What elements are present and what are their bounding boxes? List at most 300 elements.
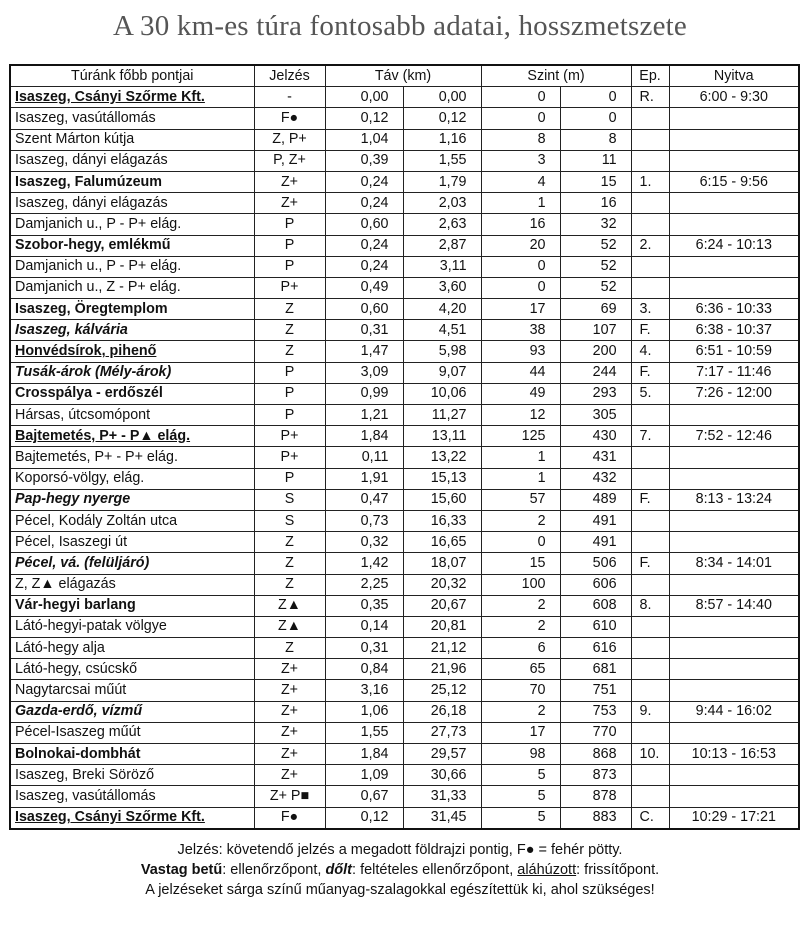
distance-segment: 0,14	[325, 616, 403, 637]
distance-segment: 0,31	[325, 638, 403, 659]
checkpoint-cell	[631, 150, 669, 171]
table-row	[10, 426, 799, 447]
elevation-cumulative: 0	[560, 108, 631, 129]
checkpoint-cell	[631, 193, 669, 214]
checkpoint-cell: R.	[631, 87, 669, 108]
point-name: Bajtemetés, P+ - P▲ elág.	[10, 426, 254, 447]
table-row	[10, 680, 799, 701]
table-row	[10, 256, 799, 277]
distance-segment: 0,11	[325, 447, 403, 468]
elevation-segment: 5	[481, 807, 560, 829]
checkpoint-cell: 2.	[631, 235, 669, 256]
open-hours-cell	[669, 108, 799, 129]
sign-cell: P	[254, 468, 325, 489]
elevation-cumulative: 52	[560, 235, 631, 256]
elevation-segment: 6	[481, 638, 560, 659]
checkpoint-cell	[631, 214, 669, 235]
header-checkpoint: Ep.	[631, 65, 669, 87]
route-table	[9, 64, 800, 830]
point-name: Szent Márton kútja	[10, 129, 254, 150]
table-row	[10, 510, 799, 531]
checkpoint-cell: 8.	[631, 595, 669, 616]
distance-segment: 1,04	[325, 129, 403, 150]
table-row	[10, 553, 799, 574]
open-hours-cell: 6:00 - 9:30	[669, 87, 799, 108]
point-name: Isaszeg, Csányi Szőrme Kft.	[10, 807, 254, 829]
distance-segment: 1,09	[325, 765, 403, 786]
sign-cell: Z	[254, 320, 325, 341]
legend-line-styles	[0, 860, 800, 880]
sign-cell: P	[254, 256, 325, 277]
distance-segment: 1,84	[325, 744, 403, 765]
distance-segment: 1,06	[325, 701, 403, 722]
elevation-segment: 1	[481, 193, 560, 214]
open-hours-cell	[669, 193, 799, 214]
elevation-cumulative: 868	[560, 744, 631, 765]
elevation-segment: 2	[481, 616, 560, 637]
distance-cumulative: 30,66	[403, 765, 481, 786]
elevation-segment: 15	[481, 553, 560, 574]
sign-cell: F●	[254, 807, 325, 829]
sign-cell: S	[254, 510, 325, 531]
distance-cumulative: 20,67	[403, 595, 481, 616]
distance-cumulative: 26,18	[403, 701, 481, 722]
point-name: Isaszeg, Öregtemplom	[10, 299, 254, 320]
elevation-segment: 1	[481, 447, 560, 468]
checkpoint-cell: C.	[631, 807, 669, 829]
distance-segment: 0,67	[325, 786, 403, 807]
table-row	[10, 129, 799, 150]
elevation-segment: 0	[481, 87, 560, 108]
elevation-segment: 5	[481, 765, 560, 786]
elevation-segment: 93	[481, 341, 560, 362]
header-elevation: Szint (m)	[481, 65, 631, 87]
table-row	[10, 574, 799, 595]
distance-cumulative: 11,27	[403, 405, 481, 426]
elevation-cumulative: 293	[560, 383, 631, 404]
elevation-cumulative: 107	[560, 320, 631, 341]
sign-cell: Z+	[254, 171, 325, 192]
sign-cell: P+	[254, 426, 325, 447]
open-hours-cell	[669, 680, 799, 701]
sign-cell: Z	[254, 638, 325, 659]
point-name: Z, Z▲ elágazás	[10, 574, 254, 595]
checkpoint-cell	[631, 405, 669, 426]
elevation-cumulative: 200	[560, 341, 631, 362]
elevation-cumulative: 751	[560, 680, 631, 701]
elevation-segment: 17	[481, 299, 560, 320]
point-name: Damjanich u., P - P+ elág.	[10, 214, 254, 235]
table-row	[10, 595, 799, 616]
sign-cell: Z+ P■	[254, 786, 325, 807]
sign-cell: Z, P+	[254, 129, 325, 150]
elevation-segment: 49	[481, 383, 560, 404]
table-row	[10, 807, 799, 829]
checkpoint-cell	[631, 765, 669, 786]
distance-segment: 0,60	[325, 214, 403, 235]
distance-cumulative: 13,22	[403, 447, 481, 468]
sign-cell: Z	[254, 574, 325, 595]
sign-cell: P+	[254, 277, 325, 298]
distance-segment: 1,91	[325, 468, 403, 489]
distance-cumulative: 9,07	[403, 362, 481, 383]
checkpoint-cell	[631, 256, 669, 277]
open-hours-cell	[669, 722, 799, 743]
open-hours-cell	[669, 405, 799, 426]
elevation-cumulative: 52	[560, 256, 631, 277]
open-hours-cell: 9:44 - 16:02	[669, 701, 799, 722]
distance-segment: 0,12	[325, 108, 403, 129]
elevation-segment: 2	[481, 595, 560, 616]
open-hours-cell: 10:29 - 17:21	[669, 807, 799, 829]
elevation-cumulative: 616	[560, 638, 631, 659]
distance-cumulative: 20,81	[403, 616, 481, 637]
table-row	[10, 277, 799, 298]
table-row	[10, 532, 799, 553]
sign-cell: Z	[254, 299, 325, 320]
open-hours-cell: 6:51 - 10:59	[669, 341, 799, 362]
distance-cumulative: 1,79	[403, 171, 481, 192]
elevation-segment: 16	[481, 214, 560, 235]
elevation-cumulative: 432	[560, 468, 631, 489]
sign-cell: -	[254, 87, 325, 108]
distance-segment: 1,47	[325, 341, 403, 362]
table-row	[10, 744, 799, 765]
elevation-cumulative: 16	[560, 193, 631, 214]
checkpoint-cell	[631, 680, 669, 701]
point-name: Damjanich u., Z - P+ elág.	[10, 277, 254, 298]
sign-cell: Z+	[254, 744, 325, 765]
elevation-segment: 0	[481, 108, 560, 129]
header-point: Túránk főbb pontjai	[10, 65, 254, 87]
table-row	[10, 341, 799, 362]
distance-cumulative: 27,73	[403, 722, 481, 743]
distance-segment: 3,09	[325, 362, 403, 383]
distance-cumulative: 1,16	[403, 129, 481, 150]
elevation-cumulative: 52	[560, 277, 631, 298]
point-name: Szobor-hegy, emlékmű	[10, 235, 254, 256]
checkpoint-cell	[631, 129, 669, 150]
point-name: Gazda-erdő, vízmű	[10, 701, 254, 722]
distance-segment: 0,24	[325, 171, 403, 192]
elevation-segment: 5	[481, 786, 560, 807]
table-row	[10, 320, 799, 341]
distance-segment: 0,00	[325, 87, 403, 108]
open-hours-cell	[669, 659, 799, 680]
open-hours-cell	[669, 574, 799, 595]
checkpoint-cell: 4.	[631, 341, 669, 362]
checkpoint-cell	[631, 722, 669, 743]
elevation-segment: 2	[481, 701, 560, 722]
elevation-cumulative: 430	[560, 426, 631, 447]
point-name: Nagytarcsai műút	[10, 680, 254, 701]
table-body	[10, 87, 799, 829]
distance-cumulative: 4,51	[403, 320, 481, 341]
point-name: Crosspálya - erdőszél	[10, 383, 254, 404]
table-row	[10, 405, 799, 426]
distance-segment: 0,24	[325, 193, 403, 214]
elevation-cumulative: 15	[560, 171, 631, 192]
checkpoint-cell	[631, 532, 669, 553]
elevation-cumulative: 305	[560, 405, 631, 426]
checkpoint-cell: 1.	[631, 171, 669, 192]
checkpoint-cell	[631, 277, 669, 298]
elevation-cumulative: 608	[560, 595, 631, 616]
open-hours-cell: 6:36 - 10:33	[669, 299, 799, 320]
elevation-segment: 100	[481, 574, 560, 595]
distance-cumulative: 5,98	[403, 341, 481, 362]
point-name: Pécel, Kodály Zoltán utca	[10, 510, 254, 531]
checkpoint-cell: F.	[631, 489, 669, 510]
checkpoint-cell	[631, 786, 669, 807]
sign-cell: Z	[254, 341, 325, 362]
distance-cumulative: 13,11	[403, 426, 481, 447]
distance-segment: 1,42	[325, 553, 403, 574]
point-name: Koporsó-völgy, elág.	[10, 468, 254, 489]
checkpoint-cell	[631, 468, 669, 489]
elevation-segment: 20	[481, 235, 560, 256]
checkpoint-cell	[631, 616, 669, 637]
sign-cell: P+	[254, 447, 325, 468]
distance-cumulative: 2,63	[403, 214, 481, 235]
elevation-segment: 57	[481, 489, 560, 510]
elevation-cumulative: 506	[560, 553, 631, 574]
elevation-cumulative: 491	[560, 510, 631, 531]
open-hours-cell: 8:13 - 13:24	[669, 489, 799, 510]
distance-segment: 1,21	[325, 405, 403, 426]
checkpoint-cell	[631, 638, 669, 659]
elevation-segment: 0	[481, 277, 560, 298]
elevation-segment: 0	[481, 256, 560, 277]
distance-cumulative: 31,45	[403, 807, 481, 829]
sign-cell: P, Z+	[254, 150, 325, 171]
header-open: Nyitva	[669, 65, 799, 87]
open-hours-cell	[669, 510, 799, 531]
open-hours-cell	[669, 532, 799, 553]
distance-segment: 0,99	[325, 383, 403, 404]
sign-cell: P	[254, 214, 325, 235]
elevation-cumulative: 69	[560, 299, 631, 320]
sign-cell: Z▲	[254, 595, 325, 616]
sign-cell: Z	[254, 532, 325, 553]
distance-cumulative: 31,33	[403, 786, 481, 807]
table-row	[10, 447, 799, 468]
open-hours-cell	[669, 447, 799, 468]
open-hours-cell: 8:57 - 14:40	[669, 595, 799, 616]
table-row	[10, 214, 799, 235]
checkpoint-cell: 9.	[631, 701, 669, 722]
point-name: Tusák-árok (Mély-árok)	[10, 362, 254, 383]
elevation-cumulative: 491	[560, 532, 631, 553]
legend-bold: Vastag betű	[140, 862, 223, 878]
table-row	[10, 193, 799, 214]
legend-text: : ellenőrzőpont,	[222, 862, 326, 878]
table-row	[10, 468, 799, 489]
elevation-cumulative: 606	[560, 574, 631, 595]
distance-cumulative: 0,12	[403, 108, 481, 129]
sign-cell: F●	[254, 108, 325, 129]
distance-segment: 0,49	[325, 277, 403, 298]
elevation-cumulative: 883	[560, 807, 631, 829]
sign-cell: Z+	[254, 193, 325, 214]
distance-segment: 1,55	[325, 722, 403, 743]
point-name: Látó-hegy, csúcskő	[10, 659, 254, 680]
distance-cumulative: 25,12	[403, 680, 481, 701]
elevation-cumulative: 0	[560, 87, 631, 108]
open-hours-cell	[669, 129, 799, 150]
checkpoint-cell: 10.	[631, 744, 669, 765]
checkpoint-cell	[631, 659, 669, 680]
sign-cell: S	[254, 489, 325, 510]
point-name: Isaszeg, Breki Söröző	[10, 765, 254, 786]
table-row	[10, 362, 799, 383]
distance-cumulative: 15,13	[403, 468, 481, 489]
distance-cumulative: 3,11	[403, 256, 481, 277]
elevation-cumulative: 610	[560, 616, 631, 637]
distance-cumulative: 0,00	[403, 87, 481, 108]
table-row	[10, 765, 799, 786]
legend-underline: aláhúzott	[517, 862, 577, 878]
distance-segment: 0,35	[325, 595, 403, 616]
elevation-segment: 2	[481, 510, 560, 531]
open-hours-cell	[669, 616, 799, 637]
open-hours-cell	[669, 638, 799, 659]
point-name: Pap-hegy nyerge	[10, 489, 254, 510]
open-hours-cell	[669, 786, 799, 807]
distance-segment: 1,84	[325, 426, 403, 447]
distance-cumulative: 18,07	[403, 553, 481, 574]
legend-line-ribbons: A jelzéseket sárga színű műanyag-szalagokkal egészítettük ki, ahol szükséges!	[145, 882, 655, 898]
elevation-segment: 4	[481, 171, 560, 192]
checkpoint-cell: F.	[631, 553, 669, 574]
point-name: Vár-hegyi barlang	[10, 595, 254, 616]
elevation-cumulative: 8	[560, 129, 631, 150]
distance-segment: 0,73	[325, 510, 403, 531]
open-hours-cell: 8:34 - 14:01	[669, 553, 799, 574]
checkpoint-cell	[631, 574, 669, 595]
checkpoint-cell: F.	[631, 320, 669, 341]
sign-cell: Z+	[254, 765, 325, 786]
open-hours-cell: 7:17 - 11:46	[669, 362, 799, 383]
distance-segment: 2,25	[325, 574, 403, 595]
table-row	[10, 87, 799, 108]
sign-cell: P	[254, 235, 325, 256]
table-row	[10, 150, 799, 171]
point-name: Isaszeg, vasútállomás	[10, 786, 254, 807]
open-hours-cell	[669, 765, 799, 786]
legend-italic: dőlt	[325, 862, 353, 878]
table-header-row	[10, 65, 799, 87]
sign-cell: Z+	[254, 659, 325, 680]
distance-cumulative: 15,60	[403, 489, 481, 510]
elevation-cumulative: 32	[560, 214, 631, 235]
table-row	[10, 659, 799, 680]
distance-segment: 0,39	[325, 150, 403, 171]
legend	[0, 840, 800, 900]
distance-cumulative: 21,12	[403, 638, 481, 659]
open-hours-cell: 7:52 - 12:46	[669, 426, 799, 447]
elevation-segment: 3	[481, 150, 560, 171]
distance-cumulative: 3,60	[403, 277, 481, 298]
sign-cell: P	[254, 405, 325, 426]
elevation-segment: 17	[481, 722, 560, 743]
legend-line-sign: Jelzés: követendő jelzés a megadott földrajzi pontig, F● = fehér pötty.	[177, 842, 623, 858]
distance-cumulative: 16,33	[403, 510, 481, 531]
point-name: Pécel, Isaszegi út	[10, 532, 254, 553]
elevation-cumulative: 770	[560, 722, 631, 743]
distance-cumulative: 4,20	[403, 299, 481, 320]
sign-cell: Z+	[254, 701, 325, 722]
legend-text: : frissítőpont.	[576, 862, 660, 878]
point-name: Damjanich u., P - P+ elág.	[10, 256, 254, 277]
open-hours-cell	[669, 214, 799, 235]
table-row	[10, 108, 799, 129]
point-name: Isaszeg, kálvária	[10, 320, 254, 341]
distance-segment: 0,12	[325, 807, 403, 829]
distance-segment: 0,32	[325, 532, 403, 553]
sign-cell: Z	[254, 553, 325, 574]
open-hours-cell: 6:15 - 9:56	[669, 171, 799, 192]
elevation-cumulative: 431	[560, 447, 631, 468]
sign-cell: Z+	[254, 722, 325, 743]
sign-cell: Z▲	[254, 616, 325, 637]
elevation-segment: 98	[481, 744, 560, 765]
distance-segment: 3,16	[325, 680, 403, 701]
sign-cell: Z+	[254, 680, 325, 701]
table-row	[10, 638, 799, 659]
elevation-segment: 125	[481, 426, 560, 447]
point-name: Pécel-Isaszeg műút	[10, 722, 254, 743]
table-row	[10, 383, 799, 404]
legend-text: : feltételes ellenőrzőpont,	[352, 862, 518, 878]
elevation-cumulative: 873	[560, 765, 631, 786]
sign-cell: P	[254, 383, 325, 404]
elevation-cumulative: 878	[560, 786, 631, 807]
open-hours-cell	[669, 468, 799, 489]
table-row	[10, 489, 799, 510]
distance-segment: 0,24	[325, 235, 403, 256]
checkpoint-cell: 5.	[631, 383, 669, 404]
elevation-segment: 38	[481, 320, 560, 341]
point-name: Bajtemetés, P+ - P+ elág.	[10, 447, 254, 468]
elevation-segment: 8	[481, 129, 560, 150]
distance-segment: 0,24	[325, 256, 403, 277]
checkpoint-cell	[631, 510, 669, 531]
open-hours-cell: 7:26 - 12:00	[669, 383, 799, 404]
table-row	[10, 171, 799, 192]
point-name: Isaszeg, Falumúzeum	[10, 171, 254, 192]
distance-cumulative: 2,87	[403, 235, 481, 256]
distance-segment: 0,60	[325, 299, 403, 320]
point-name: Isaszeg, dányi elágazás	[10, 193, 254, 214]
checkpoint-cell: 7.	[631, 426, 669, 447]
distance-segment: 0,84	[325, 659, 403, 680]
elevation-cumulative: 11	[560, 150, 631, 171]
elevation-segment: 70	[481, 680, 560, 701]
elevation-segment: 1	[481, 468, 560, 489]
open-hours-cell: 6:38 - 10:37	[669, 320, 799, 341]
distance-cumulative: 29,57	[403, 744, 481, 765]
point-name: Pécel, vá. (felüljáró)	[10, 553, 254, 574]
header-distance: Táv (km)	[325, 65, 481, 87]
checkpoint-cell	[631, 108, 669, 129]
open-hours-cell	[669, 150, 799, 171]
point-name: Isaszeg, Csányi Szőrme Kft.	[10, 87, 254, 108]
open-hours-cell	[669, 277, 799, 298]
page-title: A 30 km-es túra fontosabb adatai, hosszmetszete	[113, 10, 687, 42]
header-sign: Jelzés	[254, 65, 325, 87]
elevation-segment: 44	[481, 362, 560, 383]
